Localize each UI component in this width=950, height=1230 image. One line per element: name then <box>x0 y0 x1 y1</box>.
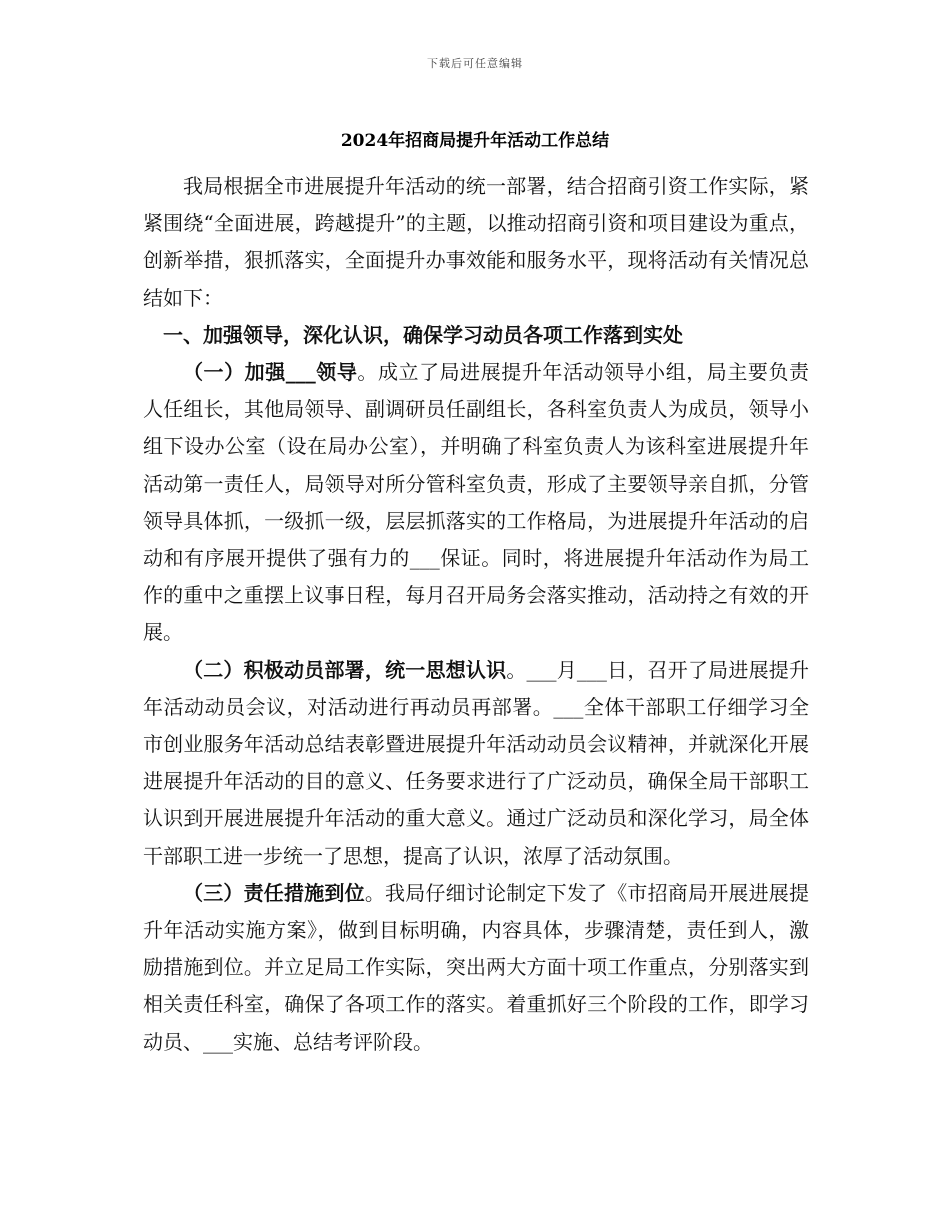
paragraph-item-1 <box>143 354 809 652</box>
intro-paragraph: 我局根据全市进展提升年活动的统一部署，结合招商引资工作实际，紧紧围绕“全面进展，跨越提升”的主题，以推动招商引资和项目建设为重点，创新举措，狠抓落实，全面提升办事效能和服务水平，现将活动有关情况总结如下： <box>143 174 809 310</box>
section-heading: 一、加强领导，深化认识，确保学习动员各项工作落到实处 <box>163 322 683 347</box>
paragraph-text: 。___月___日，召开了局进展提升年活动动员会议，对活动进行再动员再部署。___全体干部职工仔细学习全市创业服务年活动总结表彰暨进展提升年活动动员会议精神，并就深化开展进展提升年活动的目的意义、任务要求进行了广泛动员，确保全局干部职工认识到开展进展提升年活动的重大意义。通过广泛动员和深化学习，局全体干部职工进一步统一了思想，提高了认识，浓厚了活动氛围。 <box>143 657 810 868</box>
paragraph-lead: （二）积极动员部署，统一思想认识 <box>183 657 507 682</box>
paragraph-text: 。我局仔细讨论制定下发了《市招商局开展进展提升年活动实施方案》，做到目标明确，内容具体，步骤清楚，责任到人，激励措施到位。并立足局工作实际，突出两大方面十项工作重点，分别落实到相关责任科室，确保了各项工作的落实。着重抓好三个阶段的工作，即学习动员、___实施、总结考评阶段。 <box>143 880 810 1054</box>
page-header: 下载后可任意编辑 <box>427 57 523 70</box>
document-title: 2024年招商局提升年活动工作总结 <box>340 131 610 151</box>
paragraph-lead: （一）加强___领导 <box>183 360 358 385</box>
paragraph-item-3 <box>143 875 809 1061</box>
paragraph-item-2 <box>143 652 809 875</box>
paragraph-lead: （三）责任措施到位 <box>183 880 365 905</box>
paragraph-text: 。成立了局进展提升年活动领导小组，局主要负责人任组长，其他局领导、副调研员任副组长，各科室负责人为成员，领导小组下设办公室（设在局办公室），并明确了科室负责人为该科室进展提升年活动第一责任人，局领导对所分管科室负责，形成了主要领导亲自抓，分管领导具体抓，一级抓一级，层层抓落实的工作格局，为进展提升年活动的启动和有序展开提供了强有力的___保证。同时，将进展提升年活动作为局工作的重中之重摆上议事日程，每月召开局务会落实推动，活动持之有效的开展。 <box>143 360 810 645</box>
document-body <box>143 168 809 1061</box>
